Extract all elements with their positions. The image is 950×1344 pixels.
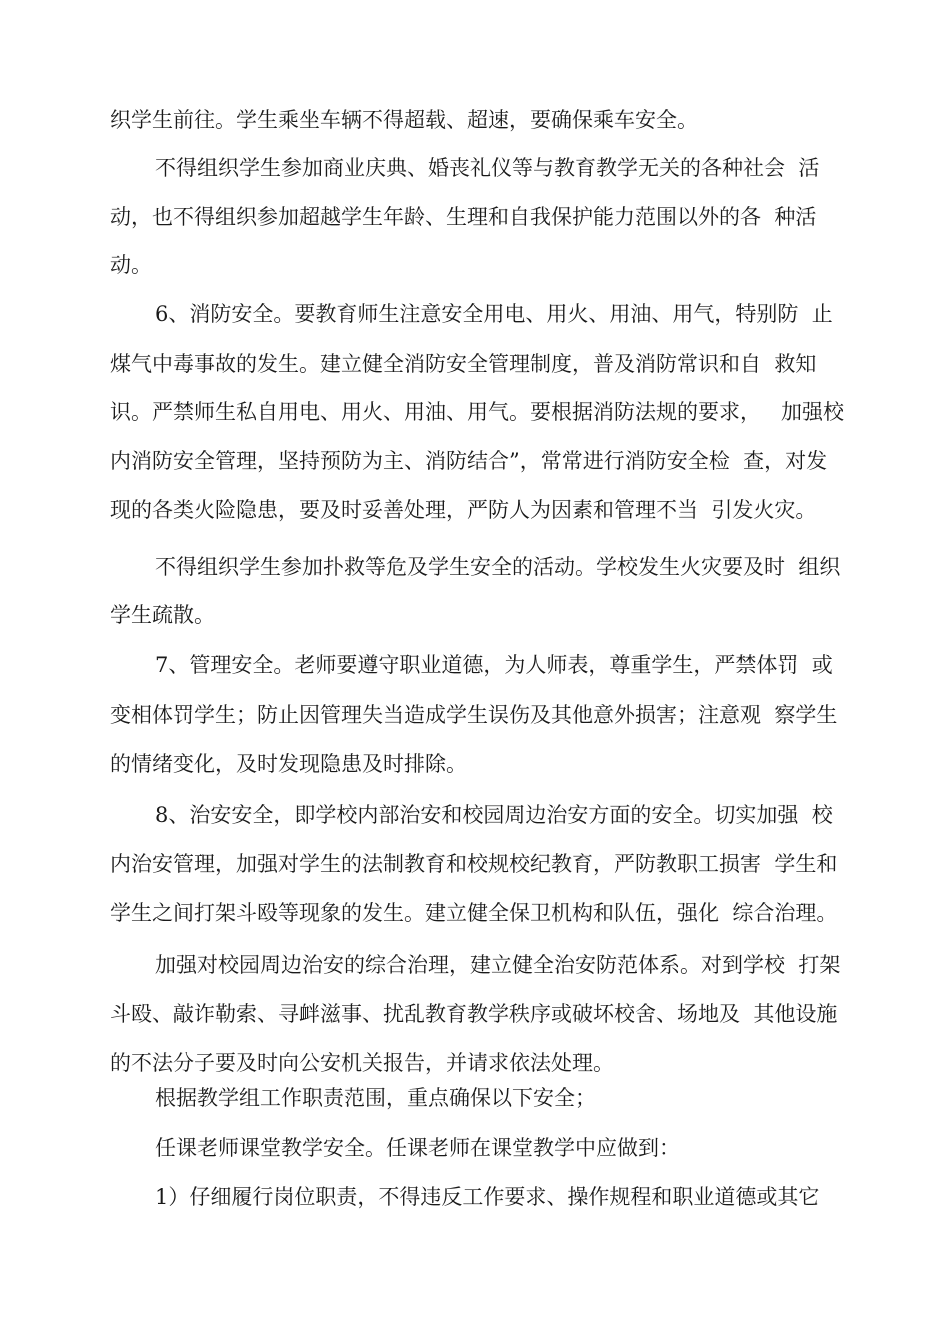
text-line: 加强对校园周边治安的综合治理，建立健全治安防范体系。对到学校 打架: [155, 953, 841, 977]
text-line: 织学生前往。学生乘坐车辆不得超载、超速，要确保乘车安全。: [110, 108, 698, 132]
text-line: 内治安管理，加强对学生的法制教育和校规校纪教育，严防教职工损害 学生和: [110, 852, 838, 876]
text-line: 煤气中毒事故的发生。建立健全消防安全管理制度，普及消防常识和自 救知: [110, 352, 817, 376]
text-line: 不得组织学生参加商业庆典、婚丧礼仪等与教育教学无关的各种社会 活: [155, 156, 820, 180]
text-line: 的不法分子要及时向公安机关报告，并请求依法处理。: [110, 1051, 614, 1075]
text-line: 学生之间打架斗殴等现象的发生。建立健全保卫机构和队伍，强化 综合治理。: [110, 901, 838, 925]
text-line: 1）仔细履行岗位职责，不得违反工作要求、操作规程和职业道德或其它: [155, 1185, 820, 1209]
text-line: 动。: [110, 253, 152, 277]
text-line: 识。严禁师生私自用电、用火、用油、用气。要根据消防法规的要求， 加强校: [110, 400, 845, 424]
text-line: 任课老师课堂教学安全。任课老师在课堂教学中应做到：: [155, 1136, 680, 1160]
text-line: 动，也不得组织参加超越学生年龄、生理和自我保护能力范围以外的各 种活: [110, 205, 817, 229]
text-line: 根据教学组工作职责范围，重点确保以下安全；: [155, 1086, 596, 1110]
text-line: 变相体罚学生；防止因管理失当造成学生误伤及其他意外损害；注意观 察学生: [110, 703, 838, 727]
text-line: 内消防安全管理，坚持预防为主、消防结合”，常常进行消防安全检 查，对发: [110, 449, 828, 473]
text-line: 7、管理安全。老师要遵守职业道德，为人师表，尊重学生，严禁体罚 或: [155, 653, 833, 677]
text-line: 6、消防安全。要教育师生注意安全用电、用火、用油、用气，特别防 止: [155, 302, 833, 326]
text-line: 不得组织学生参加扑救等危及学生安全的活动。学校发生火灾要及时 组织: [155, 555, 841, 579]
text-line: 8、治安安全，即学校内部治安和校园周边治安方面的安全。切实加强 校: [155, 803, 833, 827]
text-line: 斗殴、敲诈勒索、寻衅滋事、扰乱教育教学秩序或破坏校舍、场地及 其他设施: [110, 1002, 838, 1026]
text-line: 学生疏散。: [110, 603, 215, 627]
text-line: 的情绪变化，及时发现隐患及时排除。: [110, 752, 467, 776]
text-line: 现的各类火险隐患，要及时妥善处理，严防人为因素和管理不当 引发火灾。: [110, 498, 817, 522]
